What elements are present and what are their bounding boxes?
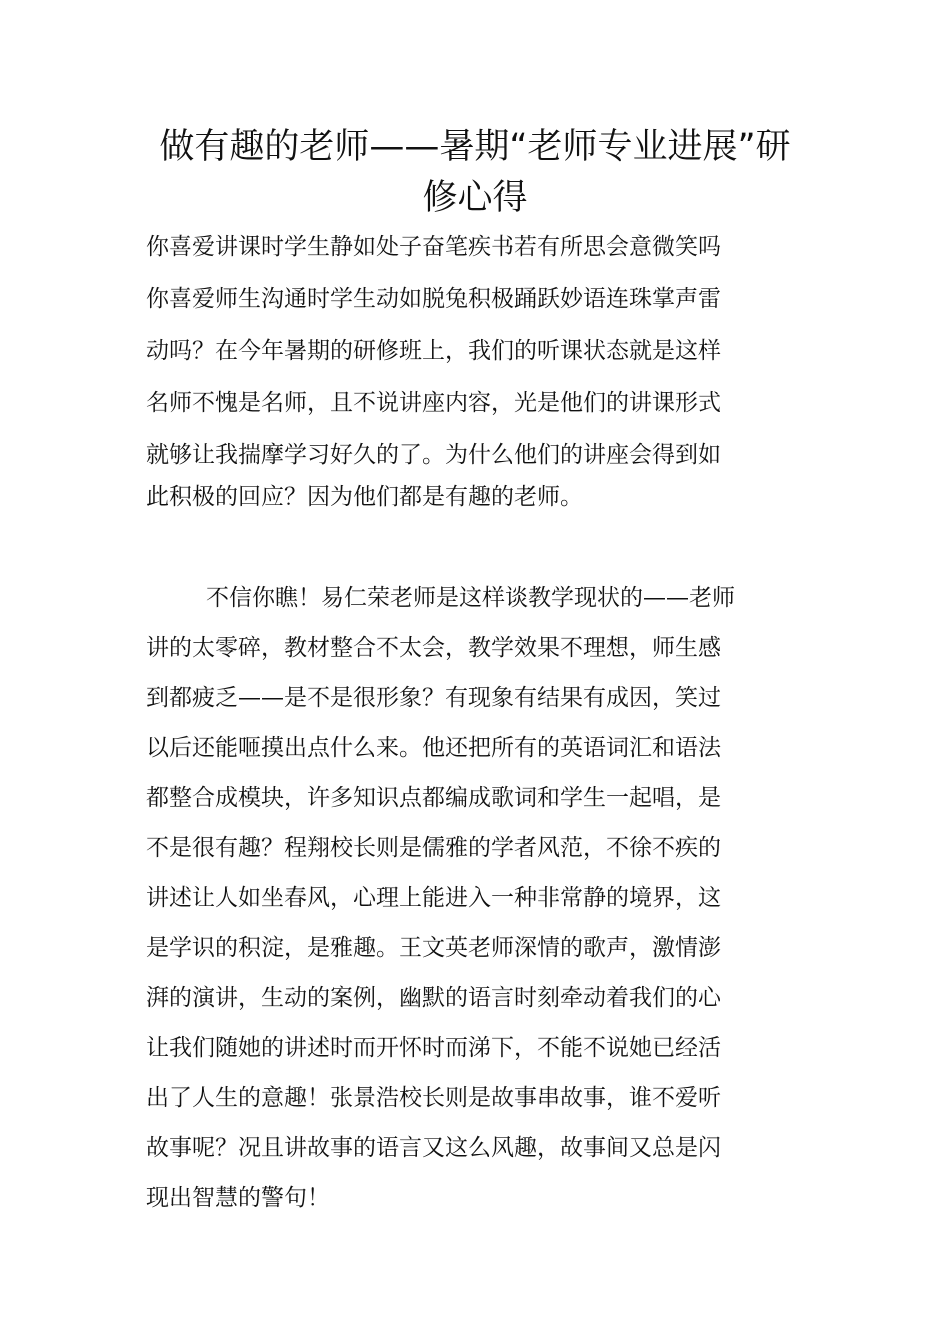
paragraph-2-line-13: 现出智慧的警句！ [146,1185,330,1211]
paragraph-2-line-10: 让我们随她的讲述时而开怀时而涕下，不能不说她已经活 [146,1035,721,1061]
document-title: 做有趣的老师——暑期“老师专业进展”研修心得 [159,127,791,218]
paragraph-2-line-1: 不信你瞧！易仁荣老师是这样谈教学现状的——老师 [206,585,735,611]
paragraph-1-line-5: 就够让我揣摩学习好久的了。为什么他们的讲座会得到如 [146,442,721,468]
paragraph-1-line-1: 你喜爱讲课时学生静如处子奋笔疾书若有所思会意微笑吗 [146,234,721,260]
paragraph-1-line-2: 你喜爱师生沟通时学生动如脱兔积极踊跃妙语连珠掌声雷 [146,286,721,312]
paragraph-2-line-12: 故事呢？况且讲故事的语言又这么风趣，故事间又总是闪 [146,1135,721,1161]
paragraph-2-line-8: 是学识的积淀，是雅趣。王文英老师深情的歌声，激情澎 [146,935,721,961]
paragraph-2-line-4: 以后还能咂摸出点什么来。他还把所有的英语词汇和语法 [146,735,721,761]
paragraph-2-line-6: 不是很有趣？程翔校长则是儒雅的学者风范，不徐不疾的 [146,835,721,861]
paragraph-1-line-4: 名师不愧是名师，且不说讲座内容，光是他们的讲课形式 [146,390,721,416]
paragraph-2-line-3: 到都疲乏——是不是很形象？有现象有结果有成因，笑过 [146,685,721,711]
paragraph-2-line-5: 都整合成模块，许多知识点都编成歌词和学生一起唱，是 [146,785,721,811]
paragraph-1-line-6: 此积极的回应？因为他们都是有趣的老师。 [146,484,583,510]
paragraph-2-line-7: 讲述让人如坐春风，心理上能进入一种非常静的境界，这 [146,885,721,911]
paragraph-2-line-2: 讲的太零碎，教材整合不太会，教学效果不理想，师生感 [146,635,721,661]
paragraph-2-line-11: 出了人生的意趣！张景浩校长则是故事串故事，谁不爱听 [146,1085,721,1111]
paragraph-1-line-3: 动吗？在今年暑期的研修班上，我们的听课状态就是这样 [146,338,721,364]
paragraph-2-line-9: 湃的演讲，生动的案例，幽默的语言时刻牵动着我们的心 [146,985,721,1011]
